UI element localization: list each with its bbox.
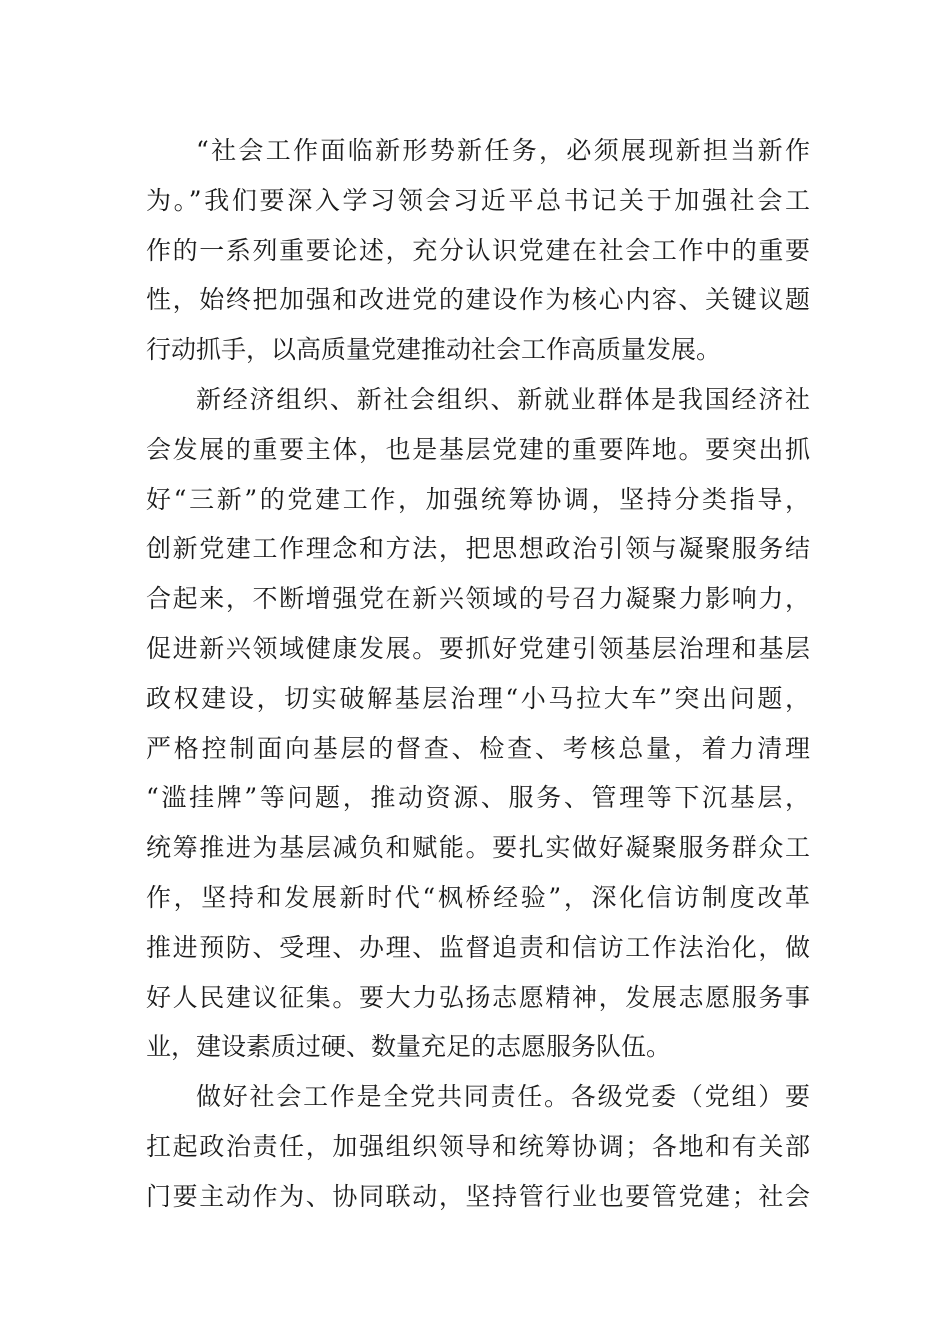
text-line: 好人民建议征集。要大力弘扬志愿精神，发展志愿服务事 [146,982,810,1012]
paragraph-1 [146,126,810,375]
document-body [146,126,810,1222]
paragraph-3 [146,1072,810,1221]
text-line: 推进预防、受理、办理、监督追责和信访工作法治化，做 [146,932,810,962]
text-line: 性，始终把加强和改进党的建设作为核心内容、关键议题 [146,285,810,315]
text-line: “滥挂牌”等问题，推动资源、服务、管理等下沉基层， [146,783,810,813]
text-line: 作，坚持和发展新时代“枫桥经验”，深化信访制度改革 [146,882,810,912]
text-line: 新经济组织、新社会组织、新就业群体是我国经济社 [196,384,810,414]
text-line: 政权建设，切实破解基层治理“小马拉大车”突出问题， [146,683,810,713]
text-line: 为。”我们要深入学习领会习近平总书记关于加强社会工 [146,185,810,215]
text-line: 促进新兴领域健康发展。要抓好党建引领基层治理和基层 [146,633,810,663]
text-line: 好“三新”的党建工作，加强统筹协调，坚持分类指导， [146,484,810,514]
paragraph-2 [146,375,810,1072]
text-line: 扛起政治责任，加强组织领导和统筹协调；各地和有关部 [146,1131,810,1161]
text-line: 创新党建工作理念和方法，把思想政治引领与凝聚服务结 [146,534,810,564]
text-line: “社会工作面临新形势新任务，必须展现新担当新作 [196,136,810,165]
text-line: 门要主动作为、协同联动，坚持管行业也要管党建；社会 [146,1181,810,1211]
text-line: 做好社会工作是全党共同责任。各级党委（党组）要 [196,1082,810,1112]
text-line: 合起来，不断增强党在新兴领域的号召力凝聚力影响力， [146,584,810,614]
text-line: 行动抓手，以高质量党建推动社会工作高质量发展。 [146,335,722,365]
text-line: 会发展的重要主体，也是基层党建的重要阵地。要突出抓 [146,434,810,464]
text-line: 作的一系列重要论述，充分认识党建在社会工作中的重要 [146,235,810,265]
text-line: 业，建设素质过硬、数量充足的志愿服务队伍。 [146,1032,672,1062]
text-line: 严格控制面向基层的督查、检查、考核总量，着力清理 [146,733,810,763]
text-line: 统筹推进为基层减负和赋能。要扎实做好凝聚服务群众工 [146,833,810,863]
